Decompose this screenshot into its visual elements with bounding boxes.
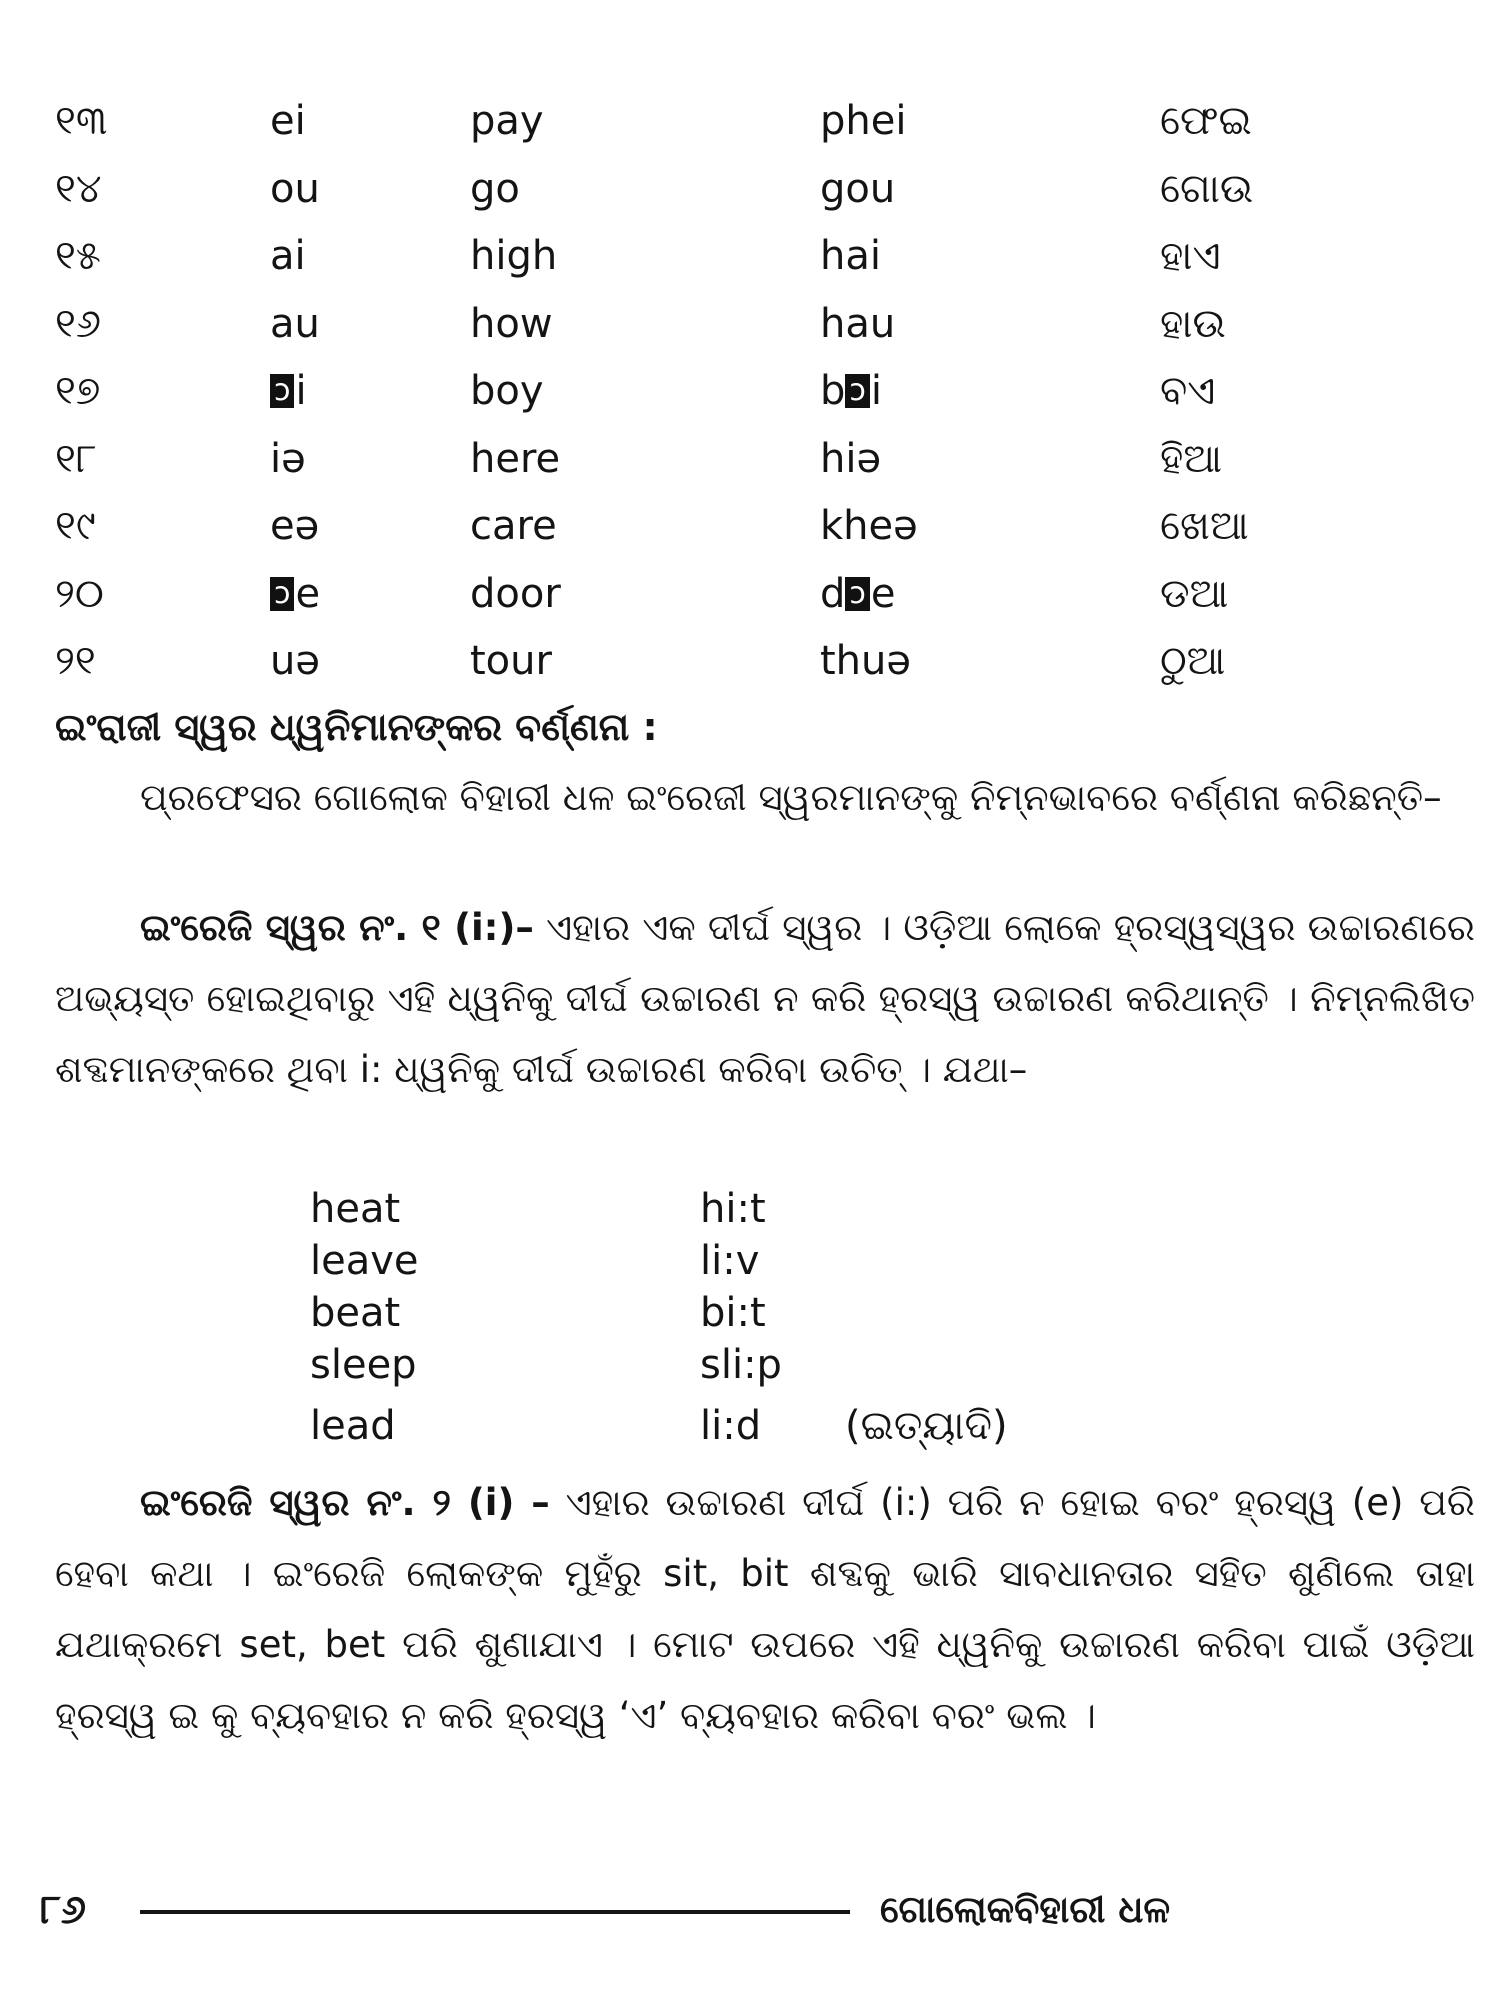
table-row — [55, 223, 1455, 291]
transcription: phei — [820, 98, 907, 144]
intro-text: ପ୍ରଫେସର ଗୋଲୋକ ବିହାରୀ ଧଳ ଇଂରେଜୀ ସ୍ୱରମାନଙ୍କୁ ନିମ୍ନଭାବରେ ବର୍ଣ୍ଣନା କରିଛନ୍ତି– — [140, 776, 1442, 819]
phonetic-symbol: uə — [270, 638, 320, 684]
table-row — [55, 291, 1455, 359]
example-word: go — [470, 165, 520, 212]
transcription-start: d — [820, 570, 846, 617]
row-number: ୧୬ — [55, 300, 101, 347]
list-item — [310, 1339, 1110, 1391]
example-word: here — [470, 435, 561, 482]
odia-equivalent: ଡଆ — [1160, 570, 1229, 617]
transcription — [820, 561, 895, 629]
phonetic-symbol — [270, 561, 320, 629]
phonetic-symbol: ou — [270, 165, 320, 212]
example-word: beat — [310, 1290, 401, 1336]
table-row — [55, 628, 1455, 696]
phonetic-symbol: ei — [270, 98, 306, 144]
example-word: high — [470, 233, 558, 279]
row-number: ୧୪ — [55, 165, 102, 212]
example-word: boy — [470, 368, 544, 414]
author-name: ଗୋଲୋକବିହାରୀ ଧଳ — [880, 1888, 1171, 1931]
phonetic-form: sli:p — [700, 1342, 782, 1388]
open-o-symbol-mark: ɔ — [270, 374, 294, 408]
vowel-1-text: ଏହାର ଏକ ଦୀର୍ଘ ସ୍ୱର । ଓଡ଼ିଆ ଲୋକେ ହ୍ରସ୍ୱସ୍ୱର ଉଚ୍ଚାରଣରେ ଅଭ୍ୟସ୍ତ ହୋଇଥିବାରୁ ଏହି ଧ୍ୱନିକୁ ଦୀର୍ଘ ଉଚ୍ଚାରଣ ନ କରି ହ୍ରସ୍ୱ ଉଚ୍ଚାରଣ କରିଥାନ୍ତି । ନିମ୍ନଲିଖିତ ଶବ୍ଦମାନଙ୍କରେ ଥିବା i: ଧ୍ୱନିକୁ ଦୀର୍ଘ ଉଚ୍ଚାରଣ କରିବା ଉଚିତ୍ । ଯଥା– — [55, 906, 1475, 1091]
footer-rule — [140, 1910, 850, 1914]
vowel-2-paragraph — [55, 1467, 1475, 1751]
open-o-symbol-mark: ɔ — [845, 577, 869, 611]
table-row — [55, 426, 1455, 494]
transcription: hai — [820, 233, 881, 279]
transcription: thuə — [820, 638, 911, 684]
transcription — [820, 358, 882, 426]
example-word: sleep — [310, 1342, 417, 1388]
phonetic-symbol — [270, 358, 307, 426]
vowel-1-paragraph — [55, 892, 1475, 1105]
table-row — [55, 156, 1455, 224]
odia-equivalent: ବଏ — [1160, 368, 1216, 414]
row-number: ୨୦ — [55, 570, 104, 617]
odia-equivalent: ଫେଇ — [1160, 98, 1252, 144]
symbol-rest: e — [295, 570, 321, 617]
phonetic-symbol: ai — [270, 233, 306, 279]
phonetic-form: li:v — [700, 1238, 760, 1284]
open-o-symbol-mark: ɔ — [845, 374, 869, 408]
table-row — [55, 88, 1455, 156]
example-list — [310, 1183, 1110, 1451]
vowel-1-lead: ଇଂରେଜି ସ୍ୱର ନଂ. ୧ (i:)– — [140, 906, 534, 949]
odia-equivalent: ଠୁଆ — [1160, 638, 1226, 684]
odia-equivalent: ହିଆ — [1160, 435, 1223, 482]
phonetic-symbol: iə — [270, 435, 306, 482]
transcription: hau — [820, 300, 896, 347]
vowel-2-text: ଏହାର ଉଚ୍ଚାରଣ ଦୀର୍ଘ (i:) ପରି ନ ହୋଇ ବରଂ ହ୍ରସ୍ୱ (e) ପରି ହେବା କଥା । ଇଂରେଜି ଲୋକଙ୍କ ମୁହଁରୁ sit, bit ଶବ୍ଦକୁ ଭାରି ସାବଧାନତାର ସହିତ ଶୁଣିଲେ ତାହା ଯଥାକ୍ରମେ set, bet ପରି ଶୁଣାଯାଏ । ମୋଟ ଉପରେ ଏହି ଧ୍ୱନିକୁ ଉଚ୍ଚାରଣ କରିବା ପାଇଁ ଓଡ଼ିଆ ହ୍ରସ୍ୱ ଇ କୁ ବ୍ୟବହାର ନ କରି ହ୍ରସ୍ୱ ‘ଏ’ ବ୍ୟବହାର କରିବା ବରଂ ଭଲ । — [55, 1481, 1475, 1737]
phonetic-symbol: au — [270, 300, 320, 347]
page-footer — [40, 1880, 1460, 1940]
list-item — [310, 1235, 1110, 1287]
example-word: door — [470, 570, 561, 617]
row-number: ୧୩ — [55, 98, 108, 144]
table-row — [55, 493, 1455, 561]
row-number: ୧୫ — [55, 233, 101, 279]
vowel-table — [55, 88, 1455, 696]
example-word: pay — [470, 98, 544, 144]
row-number: ୧୮ — [55, 435, 97, 482]
row-number: ୨୧ — [55, 638, 96, 684]
example-word: lead — [310, 1403, 396, 1449]
example-word: heat — [310, 1186, 401, 1232]
symbol-rest: i — [295, 368, 307, 414]
example-word: care — [470, 503, 557, 549]
example-word: tour — [470, 638, 552, 684]
table-row — [55, 358, 1455, 426]
phonetic-form: li:d — [700, 1403, 762, 1449]
list-item — [310, 1183, 1110, 1235]
transcription: kheə — [820, 503, 918, 549]
odia-equivalent: ହାଉ — [1160, 300, 1226, 347]
transcription: hiə — [820, 435, 882, 482]
list-item — [310, 1391, 1110, 1451]
odia-equivalent: ଗୋଉ — [1160, 165, 1254, 212]
transcription-start: b — [820, 368, 846, 414]
row-number: ୧୭ — [55, 368, 101, 414]
phonetic-form: bi:t — [700, 1290, 766, 1336]
phonetic-form: hi:t — [700, 1186, 766, 1232]
intro-paragraph — [55, 762, 1475, 833]
table-row — [55, 561, 1455, 629]
etcetera-note: (ଇତ୍ୟାଦି) — [845, 1403, 1008, 1449]
example-word: leave — [310, 1238, 419, 1284]
open-o-symbol-mark: ɔ — [270, 577, 294, 611]
phonetic-symbol: eə — [270, 503, 320, 549]
page-number: ୮୬ — [40, 1887, 86, 1933]
transcription: gou — [820, 165, 896, 212]
odia-equivalent: ଖେଆ — [1160, 503, 1249, 549]
section-heading: ଇଂରାଜୀ ସ୍ୱର ଧ୍ୱନିମାନଙ୍କର ବର୍ଣ୍ଣନା : — [55, 705, 658, 749]
row-number: ୧୯ — [55, 503, 96, 549]
transcription-end: e — [870, 570, 896, 617]
odia-equivalent: ହାଏ — [1160, 233, 1221, 279]
list-item — [310, 1287, 1110, 1339]
example-word: how — [470, 300, 553, 347]
vowel-2-lead: ଇଂରେଜି ସ୍ୱର ନଂ. ୨ (i) – — [140, 1481, 550, 1524]
transcription-end: i — [870, 368, 882, 414]
